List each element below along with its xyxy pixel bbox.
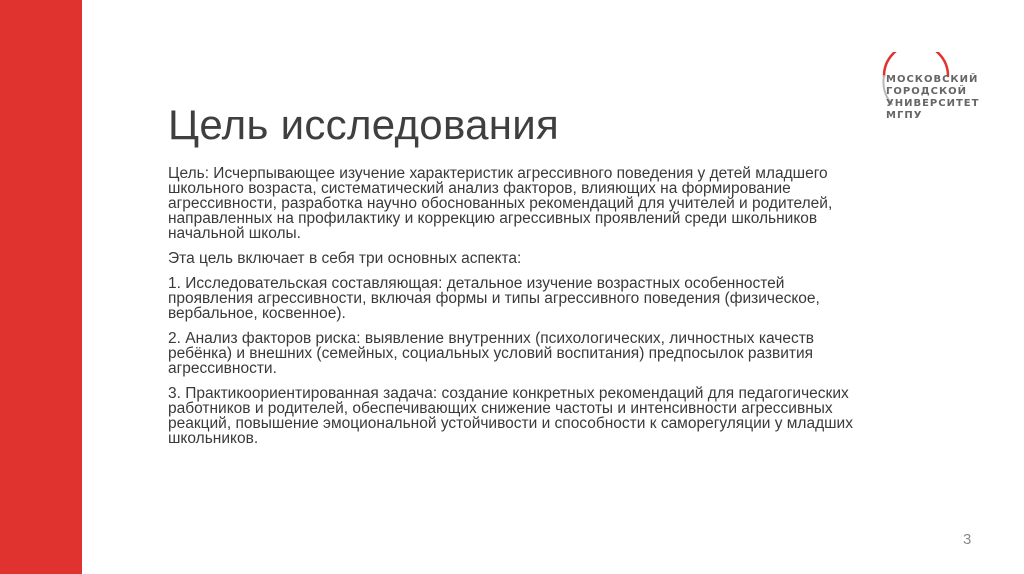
slide-title: Цель исследования <box>168 101 560 148</box>
paragraph-goal: Цель: Исчерпывающее изучение характеристик агрессивного поведения у детей младшего школьного возраста, систематический анализ факторов, влияющих на формирование агрессивности, разработка научно обоснованных рекомендаций для учителей и родителей, направленных на профилактику и коррекцию агрессивных проявлений среди школьников начальной школы. <box>168 165 833 242</box>
paragraph-aspect-2: 2. Анализ факторов риска: выявление внутренних (психологических, личностных качеств ребёнка) и внешних (семейных, социальных условий воспитания) предпосылок развития агрессивности. <box>168 330 815 377</box>
university-logo <box>872 52 984 134</box>
logo-line: УНИВЕРСИТЕТ <box>886 98 980 109</box>
slide-content <box>168 100 868 456</box>
page-number: 3 <box>963 531 972 548</box>
logo-line: ГОРОДСКОЙ <box>886 86 967 97</box>
logo-line: МГПУ <box>886 110 923 121</box>
paragraph-aspect-3: 3. Практикоориентированная задача: создание конкретных рекомендаций для педагогических работников и родителей, обеспечивающих снижение частоты и интенсивности агрессивных реакций, повышение эмоциональной устойчивости и способности к саморегуляции у младших школьников. <box>168 385 853 447</box>
paragraph-aspect-1: 1. Исследовательская составляющая: детальное изучение возрастных особенностей проявления агрессивности, включая формы и типы агрессивного поведения (физическое, вербальное, косвенное). <box>168 275 820 322</box>
paragraph-intro: Эта цель включает в себя три основных аспекта: <box>168 250 522 267</box>
logo-text <box>886 74 979 122</box>
slide-body <box>168 166 868 446</box>
red-side-bar <box>0 0 82 574</box>
logo-line: МОСКОВСКИЙ <box>886 74 979 85</box>
